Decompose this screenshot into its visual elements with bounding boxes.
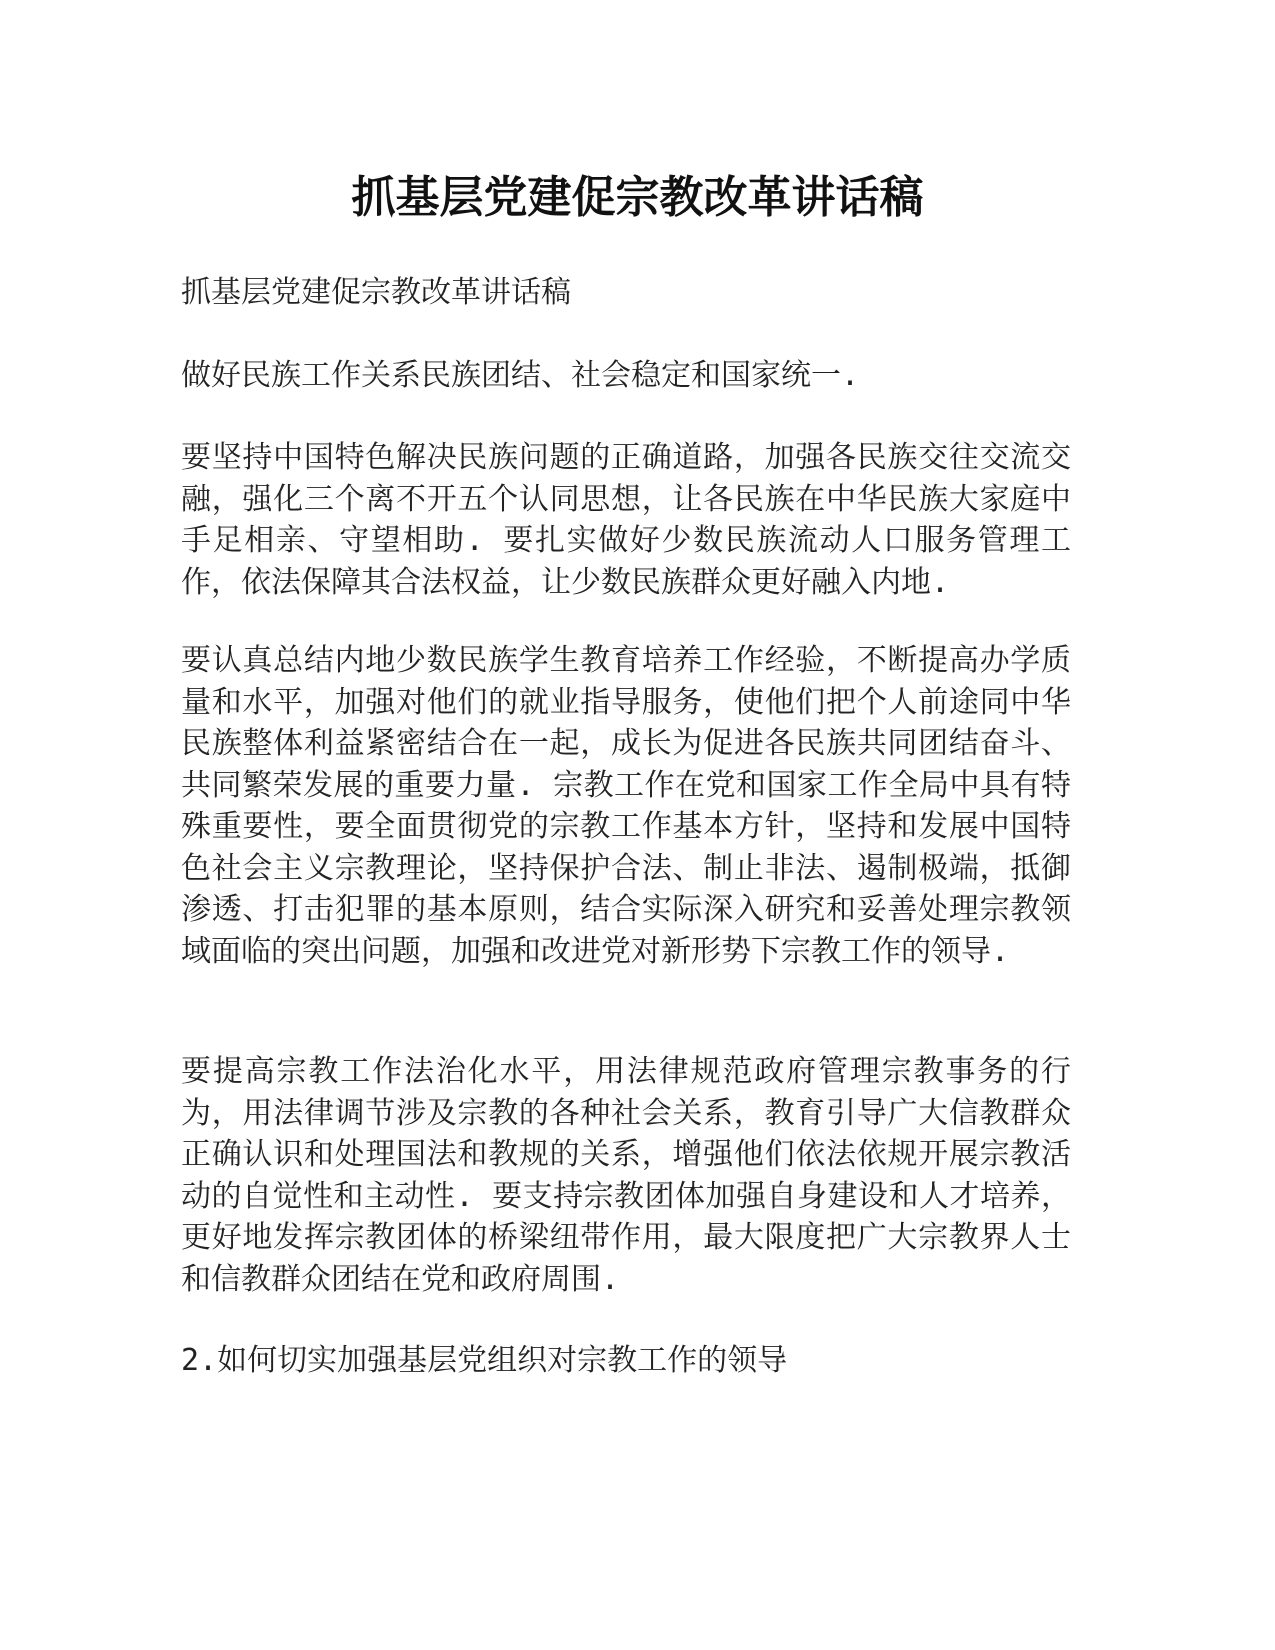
paragraph-education-religion: 要认真总结内地少数民族学生教育培养工作经验，不断提高办学质量和水平，加强对他们的就业指导服务，使他们把个人前途同中华民族整体利益紧密结合在一起，成长为促进各民族共同团结奋斗、共同繁荣发展的重要力量. 宗教工作在党和国家工作全局中具有特殊重要性，要全面贯彻党的宗教工作基本方针，坚持和发展中国特色社会主义宗教理论，坚持保护合法、制止非法、遏制极端，抵御渗透、打击犯罪的基本原则，结合实际深入研究和妥善处理宗教领域面临的突出问题，加强和改进党对新形势下宗教工作的领导. bbox=[181, 643, 1071, 969]
paragraph-subtitle: 抓基层党建促宗教改革讲话稿 bbox=[181, 275, 571, 310]
paragraph-ethnic-road: 要坚持中国特色解决民族问题的正确道路，加强各民族交往交流交融，强化三个离不开五个认同思想，让各民族在中华民族大家庭中手足相亲、守望相助. 要扎实做好少数民族流动人口服务管理工作，依法保障其合法权益，让少数民族群众更好融入内地. bbox=[181, 440, 1071, 600]
document-title: 抓基层党建促宗教改革讲话稿 bbox=[351, 172, 924, 223]
paragraph-intro: 做好民族工作关系民族团结、社会稳定和国家统一. bbox=[181, 358, 860, 393]
paragraph-rule-of-law: 要提高宗教工作法治化水平，用法律规范政府管理宗教事务的行为，用法律调节涉及宗教的各种社会关系，教育引导广大信教群众正确认识和处理国法和教规的关系，增强他们依法依规开展宗教活动的自觉性和主动性. 要支持宗教团体加强自身建设和人才培养，更好地发挥宗教团体的桥梁纽带作用，最大限度把广大宗教界人士和信教群众团结在党和政府周围. bbox=[181, 1054, 1071, 1297]
section-heading: 2.如何切实加强基层党组织对宗教工作的领导 bbox=[181, 1343, 788, 1378]
